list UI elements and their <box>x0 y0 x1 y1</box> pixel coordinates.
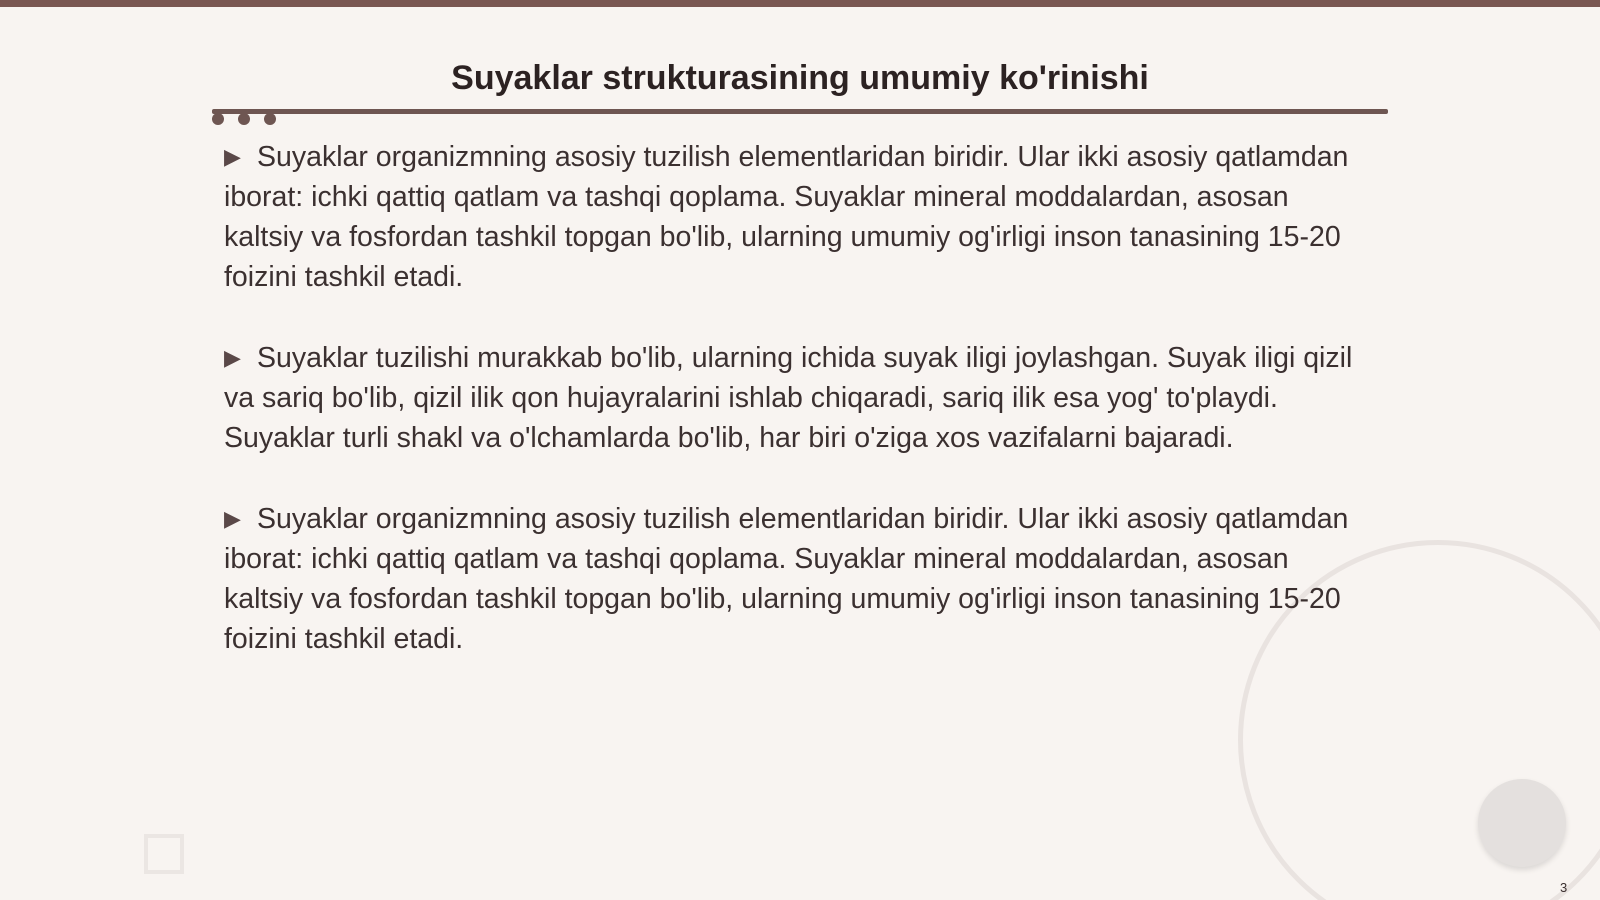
decorative-circle-filled <box>1478 779 1566 867</box>
title-dots <box>212 113 282 127</box>
triangle-right-icon: ▶ <box>224 345 241 370</box>
bullet-paragraph-1 <box>224 137 1374 297</box>
paragraph-text: Suyaklar organizmning asosiy tuzilish elementlaridan biridir. Ular ikki asosiy qatlamdan iborat: ichki qattiq qatlam va tashqi qoplama. Suyaklar mineral moddalardan, asosan kaltsiy va fosfordan tashkil topgan bo'lib, ularning umumiy og'irligi inson tanasining 15-20 foizini tashkil etadi. <box>224 503 1349 655</box>
paragraph-text: Suyaklar organizmning asosiy tuzilish elementlaridan biridir. Ular ikki asosiy qatlamdan iborat: ichki qattiq qatlam va tashqi qoplama. Suyaklar mineral moddalardan, asosan kaltsiy va fosfordan tashkil topgan bo'lib, ularning umumiy og'irligi inson tanasining 15-20 foizini tashkil etadi. <box>224 141 1349 293</box>
decorative-square-outline <box>144 834 184 874</box>
page-number: 3 <box>1560 880 1568 895</box>
bullet-paragraph-3 <box>224 499 1374 659</box>
slide-title: Suyaklar strukturasining umumiy ko'rinishi <box>451 59 1149 97</box>
dot-2 <box>238 113 250 125</box>
bullet-list <box>224 137 1374 700</box>
triangle-right-icon: ▶ <box>224 506 241 531</box>
title-underline <box>212 109 1388 114</box>
bullet-paragraph-2 <box>224 338 1374 458</box>
paragraph-text: Suyaklar tuzilishi murakkab bo'lib, ularning ichida suyak iligi joylashgan. Suyak iligi qizil va sariq bo'lib, qizil ilik qon hujayralarini ishlab chiqaradi, sariq ilik esa yog' to'playdi. Suyaklar turli shakl va o'lchamlarda bo'lib, har biri o'ziga xos vazifalarni bajaradi. <box>224 342 1353 454</box>
dot-1 <box>212 113 224 125</box>
top-accent-strip <box>0 0 1600 7</box>
dot-3 <box>264 113 276 125</box>
triangle-right-icon: ▶ <box>224 144 241 169</box>
